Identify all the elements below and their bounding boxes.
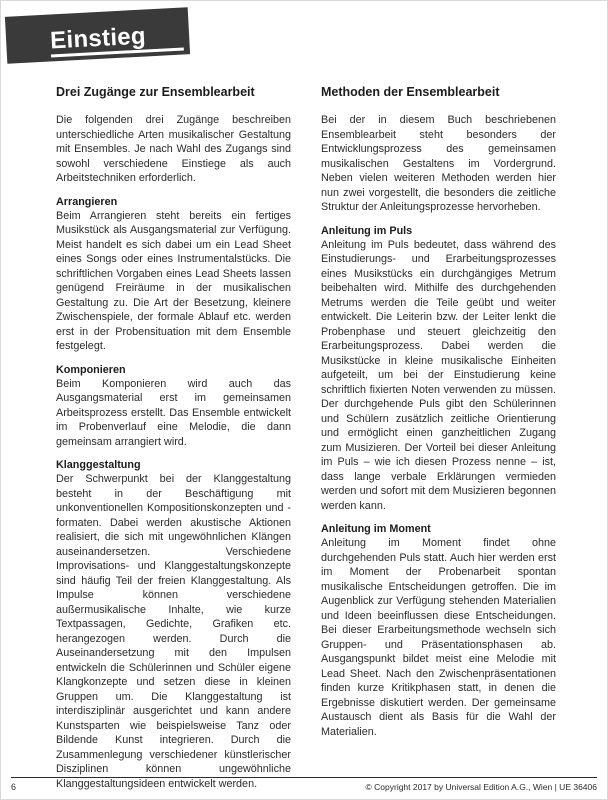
paragraph-komponieren: Beim Komponieren wird auch das Ausgangsmaterial erst im gemeinsamen Arbeitsprozess erstellt. Das Ensemble entwickelt im Probenverlauf eine Melodie, die dann gemeinsam arrangiert wird.: [56, 377, 291, 448]
subheading-arrangieren: Arrangieren: [56, 195, 118, 208]
left-column: [56, 85, 291, 791]
subheading-klanggestaltung: Klanggestaltung: [56, 459, 141, 471]
chapter-title-underline: [50, 23, 184, 58]
subheading-anleitung-im-puls: Anleitung im Puls: [321, 224, 413, 237]
right-intro-paragraph: Bei der in diesem Buch beschriebenen Ensemblearbeit steht besonders der Entwicklungsprozess des gemeinsamen musikalischen Gestaltens im Vordergrund. Neben vielen weiteren Methoden werden hier nun zwei vorgestellt, die besonders die zeitliche Struktur der Anleitungsprozesse hervorheben.: [321, 114, 556, 213]
chapter-banner: [5, 7, 190, 64]
page-number: 6: [11, 782, 17, 792]
paragraph-arrangieren: Beim Arrangieren steht bereits ein fertiges Musikstück als Ausgangsmaterial zur Verfügung. Meist handelt es sich dabei um ein Lead Sheet eines Songs oder eines Instrumentalstücks. Die schriftlichen Vorgaben eines Lead Sheets lassen genügend Freiräume in der musikalischen Gestaltung zu. Die Art der Besetzung, kleinere Zwischenspiele, der formale Ablauf etc. werden erst in der Probensituation mit dem Ensemble festgelegt.: [56, 209, 291, 352]
subheading-anleitung-im-moment: Anleitung im Moment: [321, 523, 431, 535]
left-intro-paragraph: Die folgenden drei Zugänge beschreiben unterschiedliche Arten musikalischer Gestaltung mit Ensembles. Je nach Wahl des Zugangs sind sowohl verschiedene Einstiege als auch Arbeitstechniken erforderlich.: [56, 114, 291, 184]
text-columns: [56, 85, 556, 791]
left-column-heading: Drei Zugänge zur Ensemblearbeit: [56, 85, 255, 99]
subheading-komponieren: Komponieren: [56, 363, 126, 376]
right-column-heading: Methoden der Ensemblearbeit: [321, 85, 500, 99]
chapter-title: Einstieg: [49, 22, 147, 55]
paragraph-anleitung-im-puls: Anleitung im Puls bedeutet, dass während des Einstudierungs- und Erarbeitungsprozesses eines Musikstücks ein durchgängiges Metrum beibehalten wird. Mithilfe des durchgehenden Metrums werden die Teile geübt und weiter entwickelt. Die Leiterin bzw. der Leiter lenkt die Probenphase und steuert gleichzeitig den Erarbeitungsprozess. Dabei werden die Musikstücke in kleine musikalische Einheiten aufgeteilt, um bei der Einstudierung keine schriftlich fixierten Noten verwenden zu müssen. Der durchgehende Puls gibt den Schülerinnen und Schülern zusätzlich zeitliche Orientierung und ermöglicht einen ganzheitlichen Zugang zum Musizieren. Der Vorteil bei dieser Anleitung im Puls – wie ich diesen Prozess nenne – ist, dass lange verbale Erklärungen vermieden werden und sofort mit dem Musizieren begonnen werden kann.: [321, 238, 556, 512]
right-column: [321, 85, 556, 791]
copyright-line: © Copyright 2017 by Universal Edition A.G., Wien | UE 36406: [365, 782, 597, 792]
page-footer: [11, 777, 597, 792]
paragraph-anleitung-im-moment: Anleitung im Moment findet ohne durchgehenden Puls statt. Auch hier werden erst im Moment der Probenarbeit spontan musikalische Entscheidungen getroffen. Die im Augenblick zur Verfügung stehenden Materialien und Ideen beeinflussen diese Entscheidungen. Bei dieser Erarbeitungsmethode wechseln sich Gruppen- und Präsentationsphasen ab. Ausgangspunkt bildet meist eine Melodie mit Lead Sheet. Nach den Zwischenpräsentationen finden kurze Kritikphasen statt, in denen die Ergebnisse diskutiert werden. Der gemeinsame Austausch dient als Basis für die Wahl der Materialien.: [321, 537, 556, 738]
paragraph-klanggestaltung: Der Schwerpunkt bei der Klanggestaltung besteht in der Beschäftigung mit unkonventionellen Kompositionskonzepten und -formaten. Dabei werden akustische Aktionen realisiert, die sich mit ungewöhnlichen Klängen auseinandersetzen. Verschiedene Improvisations- und Klanggestaltungskonzepte sind häufig Teil der freien Klanggestaltung. Als Impulse können verschiedene außermusikalische Inhalte, wie kurze Textpassagen, Gedichte, Grafiken etc. herangezogen werden. Durch die Auseinandersetzung mit den Impulsen entwickeln die Schülerinnen und Schüler eigene Klangkonzepte und setzen diese in kleinen Gruppen um. Die Klanggestaltung ist interdisziplinär ausgerichtet und kann andere Kunstsparten wie beispielsweise Tanz oder Bildende Kunst integrieren. Durch die Zusammenlegung verschiedener künstlerischer Disziplinen können ungewöhnliche Klanggestaltungsideen entwickelt werden.: [56, 473, 291, 790]
